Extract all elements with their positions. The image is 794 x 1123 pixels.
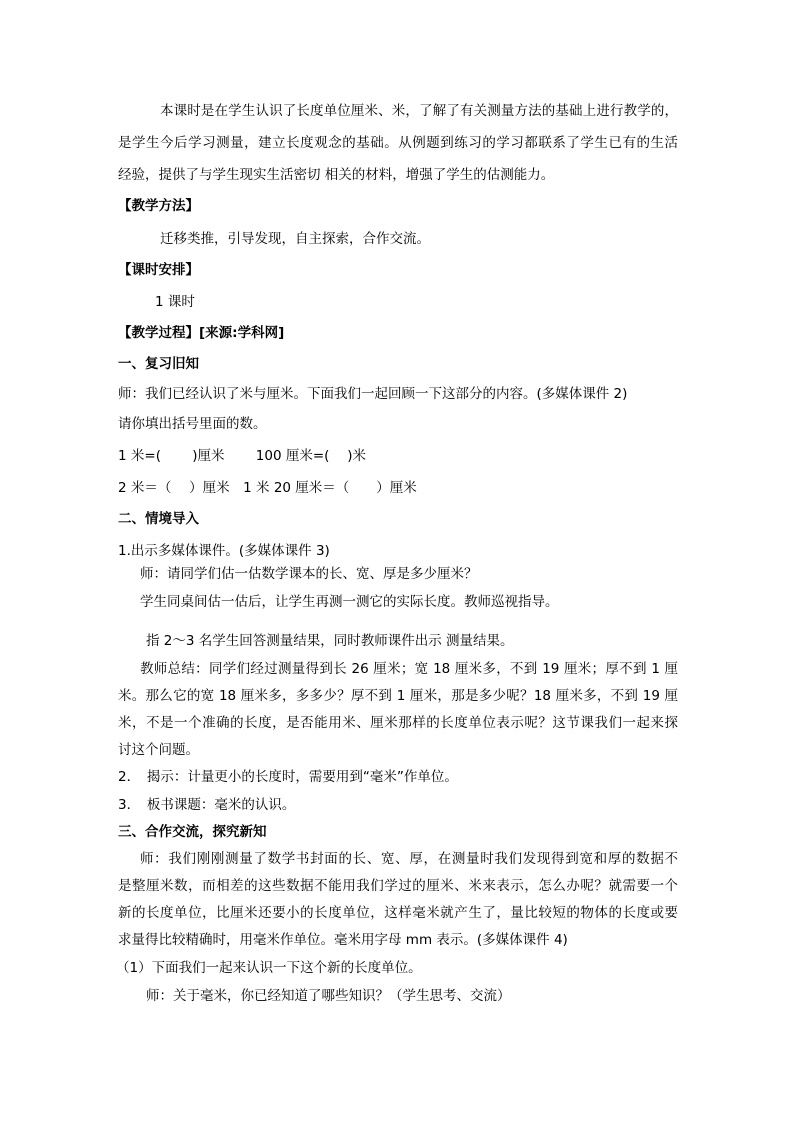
cooperate-sub-1: （1）下面我们一起来认识一下这个新的长度单位。 xyxy=(116,960,422,976)
review-heading: 一、复习旧知 xyxy=(118,356,199,372)
scene-item-1: 1.出示多媒体课件。(多媒体课件 3) xyxy=(118,543,330,559)
review-fill-2: 2 米＝（ ）厘米 1 米 20 厘米＝（ ）厘米 xyxy=(118,480,417,496)
review-line-2: 请你填出括号里面的数。 xyxy=(118,416,267,432)
method-heading: 【教学方法】 xyxy=(118,198,199,214)
review-fill-1: 1 米=( )厘米 100 厘米=( )米 xyxy=(118,448,367,464)
cooperate-teacher-2: 师：关于毫米，你已经知道了哪些知识？（学生思考、交流） xyxy=(146,988,511,1004)
scene-teacher-1: 师：请同学们估一估数学课本的长、宽、厚是多少厘米？ xyxy=(140,566,478,582)
scene-answer: 指 2～3 名学生回答测量结果，同时教师课件出示 测量结果。 xyxy=(146,633,514,649)
cooperate-para-1: 师：我们刚刚测量了数学书封面的长、宽、厚，在测量时我们发现得到宽和厚的数据不 xyxy=(140,851,678,867)
schedule-heading: 【课时安排】 xyxy=(118,262,199,278)
scene-summary-1: 教师总结：同学们经过测量得到长 26 厘米；宽 18 厘米多，不到 19 厘米；厚不到 1 厘 xyxy=(140,661,678,677)
intro-line-3: 经验，提供了与学生现实生活密切 相关的材料，增强了学生的估测能力。 xyxy=(118,167,555,183)
scene-heading: 二、情境导入 xyxy=(118,511,199,527)
intro-line-1: 本课时是在学生认识了长度单位厘米、米，了解了有关测量方法的基础上进行教学的， xyxy=(160,103,678,119)
method-text: 迁移类推，引导发现，自主探索，合作交流。 xyxy=(160,231,430,247)
cooperate-para-4: 求量得比较精确时，用毫米作单位。毫米用字母 mm 表示。(多媒体课件 4) xyxy=(118,932,568,948)
intro-line-2: 是学生今后学习测量，建立长度观念的基础。从例题到练习的学习都联系了学生已有的生活 xyxy=(118,135,678,151)
scene-item-2: 2． 揭示：计量更小的长度时，需要用到“毫米”作单位。 xyxy=(118,769,458,785)
scene-student-1: 学生同桌间估一估后，让学生再测一测它的实际长度。教师巡视指导。 xyxy=(140,594,559,610)
scene-item-3: 3． 板书课题：毫米的认识。 xyxy=(118,797,296,813)
scene-summary-3: 米，不是一个准确的长度，是否能用米、厘米那样的长度单位表示呢？这节课我们一起来探 xyxy=(118,715,678,731)
scene-summary-4: 讨这个问题。 xyxy=(118,742,199,758)
scene-summary-2: 米。那么它的宽 18 厘米多，多多少？厚不到 1 厘米，那是多少呢？18 厘米多，不到 19 厘 xyxy=(118,688,678,704)
process-heading: 【教学过程】[来源:学科网] xyxy=(118,325,285,341)
cooperate-para-3: 新的长度单位，比厘米还要小的长度单位，这样毫米就产生了，量比较短的物体的长度或要 xyxy=(118,905,678,921)
cooperate-para-2: 是整厘米数，而相差的这些数据不能用我们学过的厘米、米来表示，怎么办呢？就需要一个 xyxy=(118,878,678,894)
schedule-text: 1 课时 xyxy=(155,294,195,310)
review-line-1: 师：我们已经认识了米与厘米。下面我们一起回顾一下这部分的内容。(多媒体课件 2) xyxy=(118,386,628,402)
cooperate-heading: 三、合作交流，探究新知 xyxy=(118,824,267,840)
